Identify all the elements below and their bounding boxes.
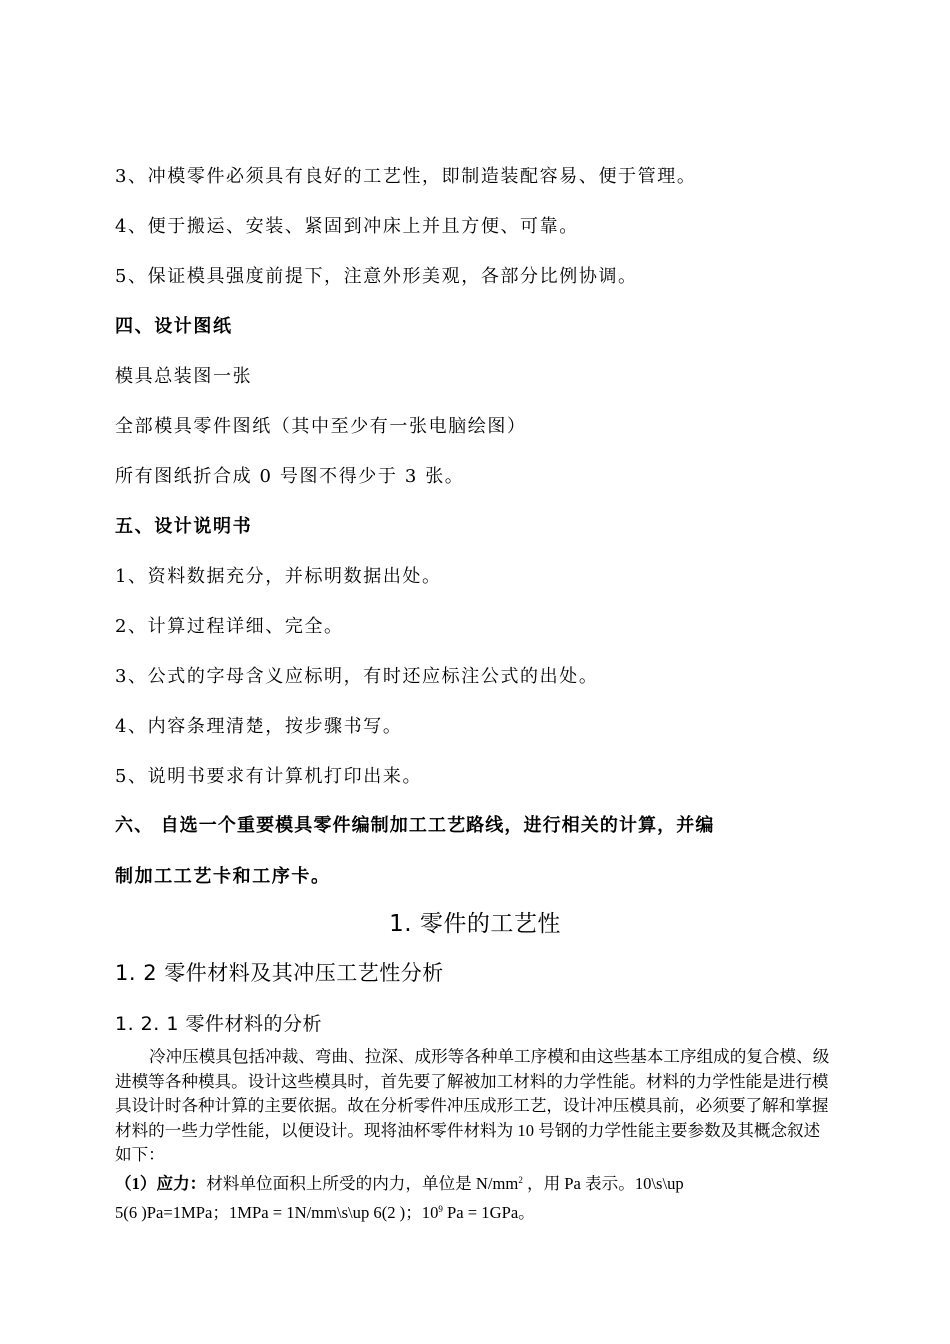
section-heading-process-line1: 六、 自选一个重要模具零件编制加工工艺路线，进行相关的计算，并编 bbox=[115, 815, 715, 836]
material-paragraph: 冷冲压模具包括冲裁、弯曲、拉深、成形等各种单工序模和由这些基本工序组成的复合模、级进模等各种模具。设计这些模具时，首先要了解被加工材料的力学性能。材料的力学性能是进行模具设计时各种计算的主要依据。故在分析零件冲压成形工艺，设计冲压模具前，必须要了解和掌握材料的一些力学性能，以便设计。现将油杯零件材料为 10 号钢的力学性能主要参数及其概念叙述如下： bbox=[115, 1047, 830, 1164]
requirement-line-3: 3、冲模零件必须具有良好的工艺性，即制造装配容易、便于管理。 bbox=[115, 166, 697, 187]
stress-line2-b: Pa = 1GPa。 bbox=[442, 1202, 535, 1222]
stress-sup-a: 2 bbox=[518, 1175, 523, 1185]
stress-line-1 bbox=[115, 1168, 835, 1197]
section-heading-process-line2: 制加工工艺卡和工序卡。 bbox=[115, 866, 331, 887]
section-title: 1. 2 零件材料及其冲压工艺性分析 bbox=[115, 961, 444, 985]
section-heading-manual: 五、设计说明书 bbox=[115, 516, 253, 537]
requirement-line-4: 4、便于搬运、安装、紧固到冲床上并且方便、可靠。 bbox=[115, 216, 579, 237]
manual-item-3: 3、公式的字母含义应标明，有时还应标注公式的出处。 bbox=[115, 666, 599, 687]
stress-definition bbox=[115, 1168, 835, 1225]
manual-item-5: 5、说明书要求有计算机打印出来。 bbox=[115, 766, 423, 787]
manual-item-1: 1、资料数据充分，并标明数据出处。 bbox=[115, 566, 442, 587]
requirement-line-5: 5、保证模具强度前提下，注意外形美观，各部分比例协调。 bbox=[115, 266, 638, 287]
section-heading-drawings: 四、设计图纸 bbox=[115, 316, 233, 337]
stress-text-b: ，用 Pa 表示。10\s\up bbox=[522, 1174, 684, 1193]
stress-sup-b: 9 bbox=[438, 1203, 443, 1214]
drawing-item-1: 模具总装图一张 bbox=[115, 366, 253, 387]
stress-line-2 bbox=[115, 1197, 835, 1226]
body-paragraph-block bbox=[115, 1045, 835, 1168]
stress-text-a: 材料单位面积上所受的内力，单位是 N/mm bbox=[206, 1174, 519, 1193]
stress-label: （1）应力： bbox=[115, 1174, 207, 1193]
drawing-item-3: 所有图纸折合成 0 号图不得少于 3 张。 bbox=[115, 466, 465, 487]
manual-item-2: 2、计算过程详细、完全。 bbox=[115, 616, 344, 637]
drawing-item-2: 全部模具零件图纸（其中至少有一张电脑绘图） bbox=[115, 416, 527, 437]
manual-item-4: 4、内容条理清楚，按步骤书写。 bbox=[115, 716, 403, 737]
subsection-title: 1. 2. 1 零件材料的分析 bbox=[115, 1013, 322, 1035]
chapter-title: 1. 零件的工艺性 bbox=[389, 911, 561, 937]
stress-line2-a: 5(6 )Pa=1MPa；1MPa = 1N/mm\s\up 6(2 )；10 bbox=[115, 1202, 439, 1222]
